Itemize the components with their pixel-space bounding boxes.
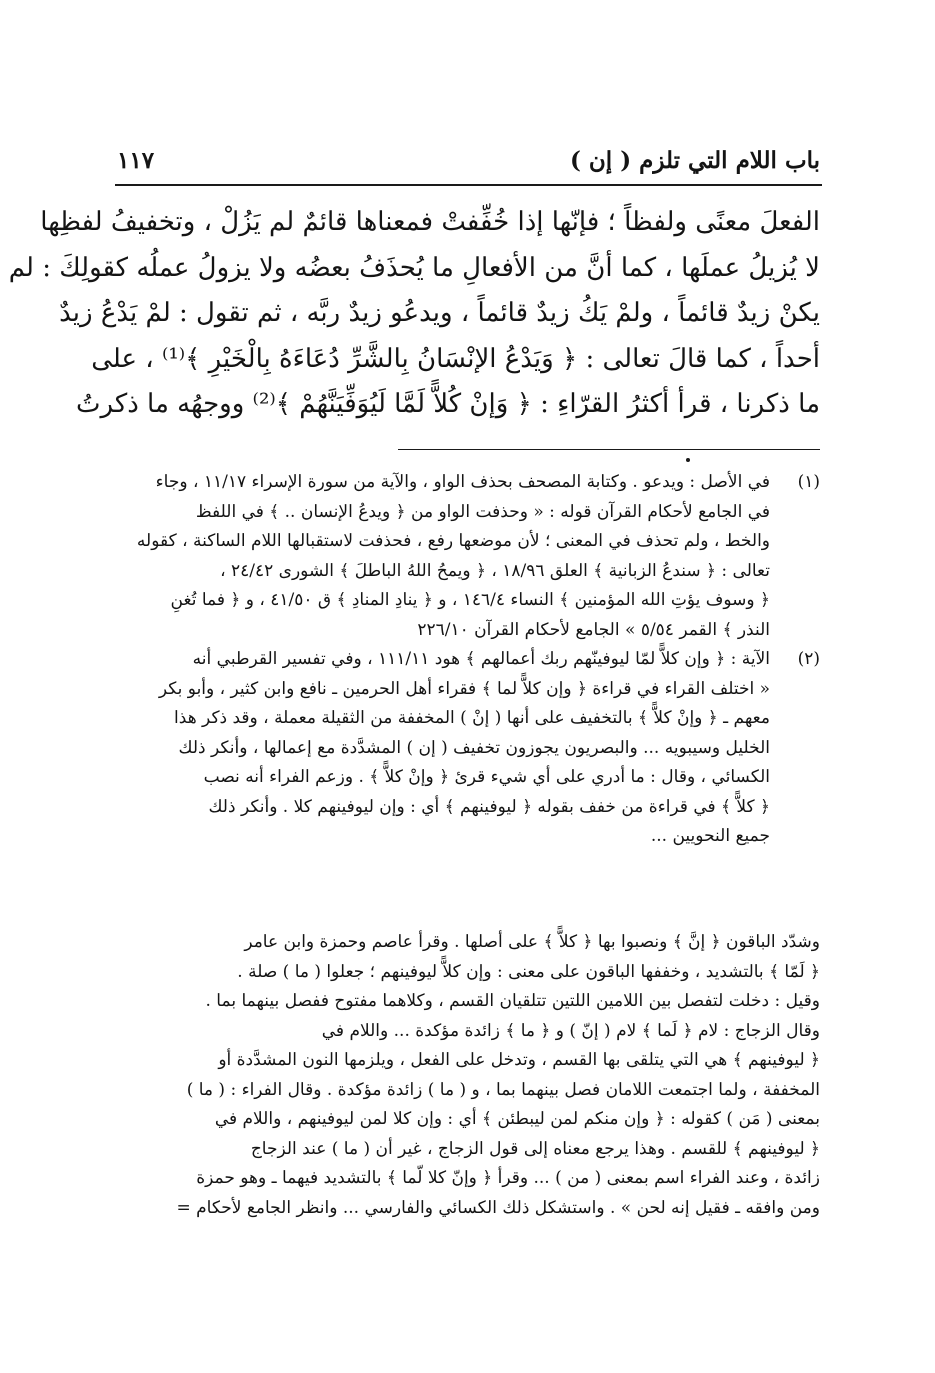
running-header <box>117 138 820 182</box>
footnotes <box>100 468 820 852</box>
main-line: الفعلَ معنًى ولفظاً ؛ فإنّها إذا خُفِّفتْ فمعناها قائمٌ لم يَزُلْ ، وتخفيفُ لفظِها <box>40 207 820 237</box>
separator-dot <box>686 458 690 462</box>
header-title: باب اللام التي تلزم ( إن ) <box>570 146 820 174</box>
footnote-line: معهم ـ ﴿ وإنْ كلاًّ ﴾ بالتخفيف على أنها ( إنْ ) المخففة من الثقيلة معملة ، وقد ذكر هذا <box>174 708 770 728</box>
main-line: ما ذكرنا ، قرأ أكثرُ القرّاءِ : ﴿ وَإنْ كُلاًّ لَمَّا لَيُوَفِّيَنَّهُمْ ﴾⁽²⁾ ووجهُه ما ذكرتُ <box>76 389 820 419</box>
footnote-continuation <box>84 928 820 1223</box>
footnote-line: جميع النحويين ... <box>650 826 770 846</box>
continuation-line: ﴿ ليوفينهم ﴾ هي التي يتلقى بها القسم ، وتدخل على الفعل ، ويلزمها النون المشدَّدة أو <box>218 1050 820 1070</box>
main-line: أحداً ، كما قالَ تعالى : ﴿ وَيَدْعُ الإنْسَانُ بِالشَّرِّ دُعَاءَهُ بِالْخَيْرِ ﴾⁽¹⁾ ، على <box>91 343 820 374</box>
footnote-line: في الأصل : ويدعو . وكتابة المصحف بحذف الواو ، والآية من سورة الإسراء ١١/١٧ ، وجاء <box>155 472 770 492</box>
footnote-body <box>100 468 770 645</box>
footnote-line: ﴿ وسوف يؤتِ الله المؤمنين ﴾ النساء ١٤٦/٤ ، و ﴿ ينادِ المنادِ ﴾ ق ٤١/٥٠ ، و ﴿ فما تُغنِ <box>170 590 770 610</box>
footnote-number: (٢) <box>797 649 820 669</box>
footnote-body <box>100 645 770 852</box>
footnote-line: الآية : ﴿ وإن كلاًّ لمّا ليوفينّهم ربك أعمالهم ﴾ هود ١١١/١١ ، وفي تفسير القرطبي أنه <box>192 649 770 669</box>
continuation-line: بمعنى ( مَن ) كقوله : ﴿ وإن منكم لمن ليبطئن ﴾ أي : وإن كلا لمن ليوفينهم ، واللام في <box>214 1109 820 1129</box>
continuation-line: وشدّد الباقون ﴿ إنَّ ﴾ ونصبوا بها ﴿ كلاًّ ﴾ على أصلها . وقرأ عاصم وحمزة وابن عامر <box>244 932 820 952</box>
footnote-line: تعالى : ﴿ سندعُ الزبانية ﴾ العلق ١٨/٩٦ ، ﴿ ويمحُ اللهُ الباطلَ ﴾ الشورى ٢٤/٤٢ ، <box>220 560 770 581</box>
footnote-separator <box>398 449 820 450</box>
header-rule <box>115 184 822 186</box>
continuation-line: ومن وافقه ـ فقيل إنه لحن » . واستشكل ذلك الكسائي والفارسي ... وانظر الجامع لأحكام = <box>176 1197 820 1218</box>
footnote-line: الكسائي ، وقال : ما أدري على أي شيء قرئ ﴿ وإنْ كلاًّ ﴾ . وزعم الفراء أنه نصب <box>203 767 770 787</box>
footnote-line: في الجامع لأحكام القرآن قوله : « وحذفت الواو من ﴿ ويدعُ الإنسان .. ﴾ في اللفظ <box>195 501 770 522</box>
main-text <box>8 200 820 428</box>
continuation-line: المخففة ، ولما اجتمعت اللامان فصل بينهما بما ، و ( ما ) زائدة مؤكدة . وقال الفراء : ( ما ) <box>186 1079 820 1100</box>
main-line: يكنْ زيدٌ قائماً ، ولمْ يَكُ زيدٌ قائماً ، ويدعُو زيدٌ ربَّه ، ثم تقول : لمْ يَدْعُ زيدٌ <box>59 298 820 328</box>
continuation-line: وقال الزجاج : لام ﴿ لَما ﴾ لام ( إنّ ) و ﴿ ما ﴾ زائدة مؤكدة ... واللام في <box>321 1020 820 1041</box>
footnote-line: الخليل وسيبويه ... والبصريون يجوزون تخفيف ( إن ) المشدَّدة مع إعمالها ، وأنكر ذلك <box>178 737 770 758</box>
footnote-line: ﴿ كلاًّ ﴾ في قراءة من خفف بقوله ﴿ ليوفينهم ﴾ أي : وإن ليوفينهم كلا . وأنكر ذلك <box>208 796 770 817</box>
main-line: لا يُزيلُ عملَها ، كما أنَّ من الأفعالِ ما يُحذَفُ بعضُه ولا يزولُ عملُه كقولِكَ : لم <box>8 252 820 283</box>
footnote-1 <box>100 468 820 645</box>
footnote-line: « اختلف القراء في قراءة ﴿ وإن كلاًّ لما ﴾ فقراء أهل الحرمين ـ نافع وابن كثير ، وأبو بكر <box>158 678 770 699</box>
footnote-line: والخط ، ولم تحذف في المعنى ؛ لأن موضعها رفع ، فحذفت لاستقبالها اللام الساكنة ، كقوله <box>136 531 770 551</box>
continuation-line: زائدة ، وعند الفراء اسم بمعنى ( من ) ... وقرأ ﴿ وإنّ كلا لّما ﴾ بالتشديد فيهما ـ وهو حمزة <box>196 1168 820 1188</box>
continuation-line: وقيل : دخلت لتفصل بين اللامين اللتين تتلقيان القسم ، وكلاهما مفتوح ففصل بينهما بما . <box>205 991 820 1011</box>
footnote-number: (١) <box>797 472 820 492</box>
page-number: ١١٧ <box>117 146 155 174</box>
footnote-line: النذر ﴾ القمر ٥/٥٤ » الجامع لأحكام القرآن ٢٢٦/١٠ <box>417 619 770 640</box>
continuation-line: ﴿ ليوفينهم ﴾ للقسم . وهذا يرجع معناه إلى قول الزجاج ، غير أن ( ما ) عند الزجاج <box>250 1138 820 1159</box>
continuation-line: ﴿ لَمّا ﴾ بالتشديد ، وخففها الباقون على معنى : وإن كلاًّ ليوفينهم ؛ جعلوا ( ما ) صلة . <box>237 961 820 982</box>
footnote-2 <box>100 645 820 852</box>
